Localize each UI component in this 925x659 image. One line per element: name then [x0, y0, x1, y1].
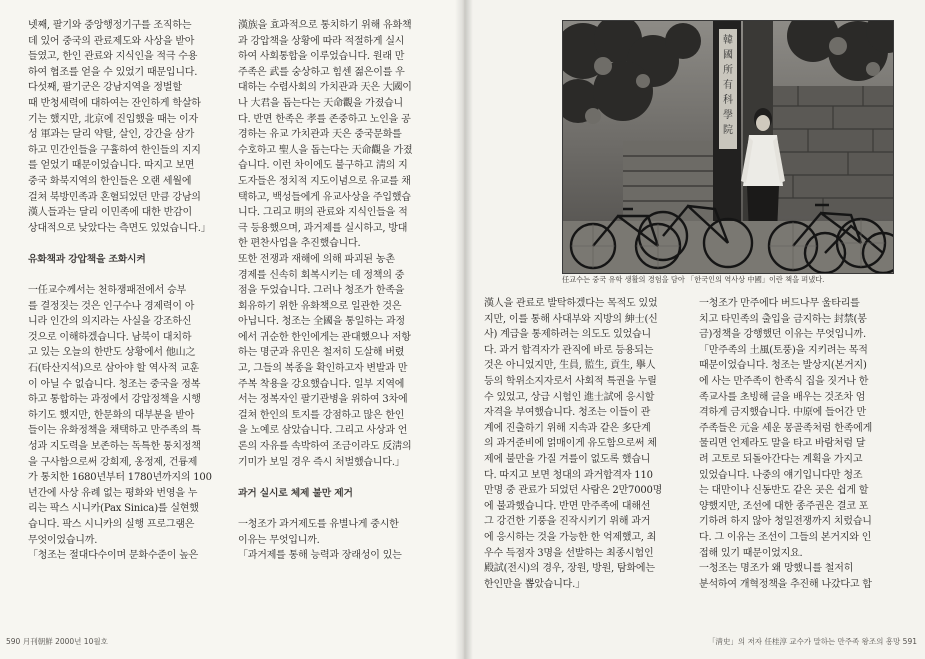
- text-line: 습니다. 이런 차이에도 불구하고 淸의 지: [238, 160, 408, 172]
- text-line: 넷째, 팔기와 중앙행정기구를 조직하는: [28, 20, 192, 31]
- text-line: 우수 득점자 3명을 선발하는 최종시험인: [484, 547, 654, 559]
- text-line: 대하는 수렵사회의 가치관과 天은 大國이: [238, 82, 412, 94]
- text-line: 「청조는 절대다수이며 문화수준이 높은: [28, 550, 199, 562]
- text-line: 걸쳐 북방민족과 혼혈되었던 만큼 강남의: [28, 191, 201, 203]
- text-line: 한 편찬사업을 추진했습니다.: [238, 238, 361, 250]
- text-line: 분석하여 개혁정책을 추진해 나갔다고 합: [699, 578, 872, 590]
- text-line: 있었습니다. 나중의 얘기입니다만 청조: [699, 469, 863, 481]
- text-line: 경하는 유교 가치관과 天은 중국문화를: [238, 129, 402, 141]
- text-line: 서는 정복자인 팔기관병을 위하여 3차에: [238, 394, 408, 406]
- text-line: 一청조가 만주에다 버드나무 울타리를: [699, 298, 860, 309]
- text-line: 에 응시하는 것을 가능한 한 억제했고, 최: [484, 531, 657, 543]
- text-line: 에 사는 만주족이 한족식 집을 짓거나 한: [699, 375, 869, 387]
- text-line: 고, 그들의 복종을 확인하고자 변발과 만: [238, 363, 408, 375]
- text-line: 기미가 보일 경우 즉시 처벌했습니다.」: [238, 456, 405, 468]
- text-line: 것은 아니었지만, 生員, 監生, 貢生, 擧人: [484, 360, 656, 372]
- text-line: 접해 있기 때문이었지요.: [699, 547, 803, 559]
- text-line: 론의 자유를 속박하여 조금이라도 反淸의: [238, 441, 412, 453]
- text-line: 들였고, 한인 관료와 지식인을 적극 수용: [28, 51, 198, 63]
- text-line: 제에 불만을 가질 겨를이 없도록 했습니: [484, 453, 651, 465]
- text-line: 때문이었습니다. 청조는 발상지(본거지): [699, 360, 867, 372]
- signboard-text: 韓國所有科學院: [723, 35, 733, 136]
- text-line: 주족들은 元을 세운 몽골족처럼 한족에게: [699, 422, 873, 434]
- text-line: 리는 팍스 시니카(Pax Sinica)를 실현했: [28, 503, 199, 515]
- text-line: 경제를 신속히 회복시키는 데 정책의 중: [238, 269, 405, 281]
- text-line: 기는 했지만, 北京에 진입했을 때는 이자: [28, 113, 198, 125]
- blank-line: [238, 501, 440, 517]
- text-line: 를 결정짓는 것은 인구수나 경제력이 아: [28, 300, 195, 312]
- text-line: 택하고, 백성들에게 유교사상을 주입했습: [238, 191, 411, 203]
- text-line: 걸쳐 한인의 토지를 강점하고 많은 한인: [238, 409, 405, 421]
- text-line: 가 통치한 1680년부터 1780년까지의 100: [28, 472, 212, 484]
- text-line: 양했지만, 조선에 대한 종주권은 결코 포: [699, 500, 869, 512]
- text-line: 하고 민간인들을 구휼하여 한인들의 지지: [28, 144, 201, 156]
- text-line: 점을 두었습니다. 그러나 청조가 한족을: [238, 285, 405, 297]
- text-line: 도자들은 정치적 지도이념으로 유교를 채: [238, 175, 411, 187]
- text-line: 격하게 금지했습니다. 中原에 들어간 만: [699, 407, 866, 419]
- text-line: 다. 과거 합격자가 관직에 바로 등용되는: [484, 344, 654, 356]
- text-line: 다. 그 이유는 조선이 그들의 본거지와 인: [699, 531, 872, 543]
- text-line: 성과 지도력을 보존하는 독특한 통치정책: [28, 441, 201, 453]
- text-line: 一청조는 명조가 왜 망했니를 철저히: [699, 563, 854, 575]
- blank-line: [238, 470, 440, 486]
- text-line: 물리면 언제라도 말을 타고 바람처럼 달: [699, 438, 866, 450]
- text-line: 을 노예로 삼았습니다. 그리고 사상과 언: [238, 425, 408, 437]
- text-line: 자격을 부여했습니다. 청조는 이들이 관: [484, 407, 651, 419]
- text-line: 의 과거준비에 얽매이게 유도함으로써 체: [484, 438, 657, 450]
- photo-illustration: [563, 21, 893, 273]
- text-line: 一任교수께서는 천하쟁패전에서 승부: [28, 285, 186, 297]
- text-line: 과 강압책을 상황에 따라 적절하게 실시: [238, 35, 405, 47]
- text-line: 漢族을 효과적으로 통치하기 위해 유화책: [238, 20, 412, 31]
- text-line: 石(타산지석)으로 삼아야 할 역사적 교훈: [28, 363, 200, 375]
- text-line: 족교사를 초빙해 글을 배우는 것조차 엄: [699, 391, 866, 403]
- right-column-2: [699, 296, 905, 636]
- text-line: 에서 귀순한 한인에게는 관대했으나 저항: [238, 331, 411, 343]
- text-line: 금)정책을 강행했던 이유는 무엇입니까.: [699, 329, 866, 341]
- right-page-folio: 「淸史」의 저자 任桂淳 교수가 말하는 만주족 왕조의 흥망 591: [707, 637, 917, 646]
- right-column-1: [484, 296, 688, 636]
- text-line: 수 있었고, 상급 시험인 進士試에 응시할: [484, 391, 655, 403]
- text-line: 「과거제를 통해 능력과 장래성이 있는: [238, 550, 402, 562]
- text-line: 데 있어 중국의 관료제도와 사상을 받아: [28, 35, 195, 47]
- text-line: 다섯째, 팔기군은 강남지역을 정벌할: [28, 82, 182, 94]
- text-line: 려 고토로 되돌아간다는 계획을 가지고: [699, 453, 863, 465]
- text-line: 漢人들과는 달리 이민족에 대한 반감이: [28, 207, 192, 219]
- text-line: 하기도 했지만, 한문화의 대부분을 받아: [28, 409, 195, 421]
- text-line: 또한 전쟁과 재해에 의해 파괴된 농촌: [238, 253, 395, 265]
- text-line: 무엇이었습니까.: [28, 534, 98, 546]
- text-line: 一청조가 과거제도를 유별나게 중시한: [238, 519, 399, 530]
- text-line: 다. 반면 한족은 孝를 존중하고 노인을 공: [238, 113, 411, 125]
- blank-line: [28, 236, 228, 252]
- text-line: 을 구사함으로써 강희제, 옹정제, 건륭제: [28, 456, 198, 468]
- text-line: 고 있는 오늘의 한반도 상황에서 他山之: [28, 347, 196, 359]
- text-line: 들이는 유화정책을 채택하고 만주족의 특: [28, 425, 201, 437]
- left-column-1: [28, 18, 228, 624]
- text-line: 한인만을 뽑았습니다.」: [484, 578, 585, 590]
- text-line: 하고 통합하는 과정에서 강압정책을 시행: [28, 394, 201, 406]
- text-line: 것으로 이해하겠습니다. 남북이 대치하: [28, 331, 192, 343]
- left-page: [0, 0, 462, 659]
- section-heading: 유화책과 강압책을 조화시켜: [28, 253, 146, 265]
- section-heading: 과거 실시로 체제 불만 제거: [238, 487, 353, 499]
- blank-line: [28, 268, 228, 284]
- text-line: 회유하기 위한 유화책으로 일관한 것은: [238, 300, 402, 312]
- text-line: 습니다. 팍스 시니카의 실행 프로그램은: [28, 519, 195, 530]
- text-line: 漢人을 관료로 발탁하겠다는 목적도 있었: [484, 298, 658, 309]
- text-line: 그 강건한 기풍을 진작시키기 위해 과거: [484, 516, 651, 528]
- text-line: 아닙니다. 청조는 全國을 통일하는 과정: [238, 316, 405, 328]
- text-line: 「만주족의 土風(토풍)을 지키려는 목적: [699, 344, 868, 356]
- photo-scholar-with-bicycles: [562, 20, 894, 274]
- text-line: 殿試(전시)의 경우, 장원, 방원, 탐화에는: [484, 563, 655, 575]
- text-line: 이유는 무엇입니까.: [238, 534, 320, 546]
- left-column-2: [238, 18, 440, 624]
- text-line: 주복 착용을 강요했습니다. 일부 지역에: [238, 378, 405, 390]
- text-line: 니다. 그리고 明의 관료와 지식인들을 적: [238, 207, 408, 219]
- photo-caption: 任교수는 중국 유학 생활의 경험을 담아 「한국인의 역사상 中國」이란 책을 펴냈다.: [562, 275, 825, 284]
- text-line: 계에 진출하기 위해 지속과 같은 多단계: [484, 422, 651, 434]
- text-line: 중국 화북지역의 한인들은 오랜 세월에: [28, 175, 192, 187]
- text-line: 나 大君을 돕는다는 天命觀을 가졌습니: [238, 97, 403, 109]
- text-line: 사) 계급을 통제하려는 의도도 있었습니: [484, 329, 651, 341]
- text-line: 하는 명군과 유민은 철저히 도살해 버렸: [238, 347, 405, 359]
- text-line: 를 얻었기 때문이었습니다. 따지고 보면: [28, 160, 195, 172]
- text-line: 년간에 사상 유례 없는 평화와 번영을 누: [28, 487, 198, 499]
- right-page: [466, 0, 925, 659]
- text-line: 때 반청세력에 대하여는 잔인하게 학살하: [28, 97, 201, 109]
- text-line: 등의 학위소지자로서 사회적 특권을 누릴: [484, 375, 657, 387]
- text-line: 성 軍과는 달리 약탈, 살인, 강간을 삼가: [28, 129, 195, 141]
- text-line: 주족은 武를 숭상하고 힘센 젊은이를 우: [238, 66, 405, 78]
- text-line: 하여 사회통합을 이루었습니다. 원래 만: [238, 51, 405, 63]
- text-line: 지만, 이를 통해 사대부와 지방의 紳士(신: [484, 313, 658, 325]
- text-line: 만명 중 관료가 되었던 사람은 2만7000명: [484, 485, 663, 497]
- text-line: 기하려 하지 않아 청일전쟁까지 치렀습니: [699, 516, 872, 528]
- text-line: 니라 인간의 의지라는 사실을 강조하신: [28, 316, 192, 328]
- text-line: 치고 타민족의 출입을 금지하는 封禁(봉: [699, 313, 867, 325]
- text-line: 는 대만이나 신동반도 같은 곳은 쉽게 할: [699, 485, 869, 497]
- text-line: 극 등용했으며, 과거제를 실시하고, 방대: [238, 222, 408, 234]
- text-line: 에 불과했습니다. 반면 만주족에 대해선: [484, 500, 651, 512]
- text-line: 수호하고 聖人을 돕는다는 天命觀을 가졌: [238, 144, 413, 156]
- left-page-folio: 590 月刊朝鮮 2000년 10월호: [6, 637, 108, 646]
- text-line: 이 아닐 수 없습니다. 청조는 중국을 정복: [28, 378, 201, 390]
- book-gutter: [455, 0, 473, 659]
- text-line: 하여 협조를 얻을 수 있었기 때문입니다.: [28, 66, 198, 78]
- text-line: 다. 따지고 보면 청대의 과거합격자 110: [484, 469, 653, 481]
- text-line: 상대적으로 낮았다는 측면도 있었습니다.」: [28, 222, 211, 234]
